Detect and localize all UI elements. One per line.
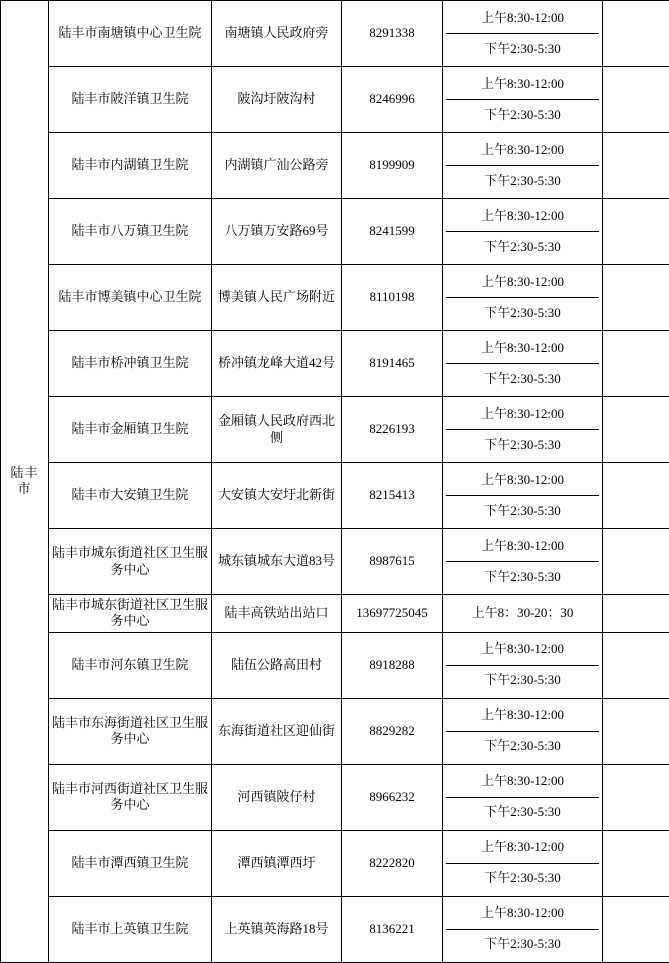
clinic-hours <box>443 1 603 67</box>
clinic-name: 陆丰市东海街道社区卫生服务中心 <box>49 698 212 764</box>
clinic-phone: 8136221 <box>342 896 443 962</box>
table-row <box>1 1 669 67</box>
hours-afternoon: 下午2:30-5:30 <box>446 863 599 894</box>
hours-afternoon: 下午2:30-5:30 <box>446 100 599 131</box>
table-row <box>1 331 669 397</box>
clinic-phone: 8829282 <box>342 698 443 764</box>
hours-morning: 上午8:30-12:00 <box>446 201 599 232</box>
clinic-phone: 8226193 <box>342 397 443 463</box>
table-row <box>1 67 669 133</box>
hours-afternoon: 下午2:30-5:30 <box>446 665 599 696</box>
clinic-phone: 8199909 <box>342 133 443 199</box>
hours-morning: 上午8:30-12:00 <box>446 399 599 430</box>
hours-morning: 上午8:30-12:00 <box>446 833 599 864</box>
table-row <box>1 632 669 698</box>
hours-morning: 上午8:30-12:00 <box>446 333 599 364</box>
clinic-address: 大安镇大安圩北新街 <box>212 463 342 529</box>
hours-afternoon: 下午2:30-5:30 <box>446 430 599 461</box>
notes-cell <box>603 764 669 830</box>
table-row <box>1 199 669 265</box>
notes-cell <box>603 331 669 397</box>
notes-cell <box>603 397 669 463</box>
clinic-address: 河西镇陂仔村 <box>212 764 342 830</box>
clinic-name: 陆丰市内湖镇卫生院 <box>49 133 212 199</box>
notes-cell <box>603 529 669 595</box>
clinic-address: 潭西镇潭西圩 <box>212 830 342 896</box>
clinic-hours <box>443 764 603 830</box>
table-row <box>1 698 669 764</box>
clinic-address: 金厢镇人民政府西北侧 <box>212 397 342 463</box>
region-cell: 陆丰市 <box>1 1 49 963</box>
table-row <box>1 830 669 896</box>
notes-cell <box>603 463 669 529</box>
clinic-address: 上英镇英海路18号 <box>212 896 342 962</box>
notes-cell <box>603 199 669 265</box>
clinic-name: 陆丰市城东街道社区卫生服务中心 <box>49 595 212 633</box>
notes-cell <box>603 1 669 67</box>
hours-morning: 上午8:30-12:00 <box>446 899 599 930</box>
clinic-address: 八万镇万安路69号 <box>212 199 342 265</box>
hours-morning: 上午8:30-12:00 <box>446 135 599 166</box>
clinic-address: 桥冲镇龙峰大道42号 <box>212 331 342 397</box>
notes-cell <box>603 595 669 633</box>
hours-afternoon: 下午2:30-5:30 <box>446 34 599 65</box>
hours-morning: 上午8:30-12:00 <box>446 531 599 562</box>
clinic-name: 陆丰市八万镇卫生院 <box>49 199 212 265</box>
notes-cell <box>603 265 669 331</box>
clinic-phone: 8215413 <box>342 463 443 529</box>
hours-morning: 上午8:30-12:00 <box>446 767 599 798</box>
clinic-phone: 8110198 <box>342 265 443 331</box>
hours-afternoon: 下午2:30-5:30 <box>446 232 599 263</box>
notes-cell <box>603 632 669 698</box>
hours-afternoon: 下午2:30-5:30 <box>446 364 599 395</box>
table-row <box>1 896 669 962</box>
table-row <box>1 397 669 463</box>
clinic-name: 陆丰市南塘镇中心卫生院 <box>49 1 212 67</box>
clinic-address: 陆伍公路高田村 <box>212 632 342 698</box>
clinic-phone: 8241599 <box>342 199 443 265</box>
hours-morning: 上午8:30-12:00 <box>446 701 599 732</box>
clinic-name: 陆丰市陂洋镇卫生院 <box>49 67 212 133</box>
notes-cell <box>603 830 669 896</box>
table-row <box>1 463 669 529</box>
clinic-address: 东海街道社区迎仙街 <box>212 698 342 764</box>
notes-cell <box>603 133 669 199</box>
clinic-name: 陆丰市大安镇卫生院 <box>49 463 212 529</box>
hours-morning: 上午8:30-12:00 <box>446 465 599 496</box>
hours-afternoon: 下午2:30-5:30 <box>446 298 599 329</box>
table-row <box>1 529 669 595</box>
clinic-name: 陆丰市河西街道社区卫生服务中心 <box>49 764 212 830</box>
table-body <box>1 1 669 963</box>
notes-cell <box>603 896 669 962</box>
clinic-hours <box>443 133 603 199</box>
clinic-hours <box>443 632 603 698</box>
hours-afternoon: 下午2:30-5:30 <box>446 166 599 197</box>
table-row <box>1 265 669 331</box>
clinic-phone: 13697725045 <box>342 595 443 633</box>
clinic-phone: 8291338 <box>342 1 443 67</box>
clinic-hours <box>443 265 603 331</box>
clinic-hours <box>443 463 603 529</box>
clinic-hours <box>443 67 603 133</box>
hours-morning: 上午8:30-12:00 <box>446 635 599 666</box>
clinic-name: 陆丰市桥冲镇卫生院 <box>49 331 212 397</box>
hours-afternoon: 下午2:30-5:30 <box>446 731 599 762</box>
hours-afternoon: 下午2:30-5:30 <box>446 929 599 960</box>
clinic-phone: 8222820 <box>342 830 443 896</box>
clinic-name: 陆丰市城东街道社区卫生服务中心 <box>49 529 212 595</box>
table-row <box>1 133 669 199</box>
clinic-hours <box>443 896 603 962</box>
clinic-name: 陆丰市博美镇中心卫生院 <box>49 265 212 331</box>
clinic-name: 陆丰市河东镇卫生院 <box>49 632 212 698</box>
notes-cell <box>603 698 669 764</box>
clinic-hours <box>443 698 603 764</box>
clinic-address: 陂沟圩陂沟村 <box>212 67 342 133</box>
clinic-phone: 8966232 <box>342 764 443 830</box>
notes-cell <box>603 67 669 133</box>
clinic-phone: 8987615 <box>342 529 443 595</box>
hours-morning: 上午8:30-12:00 <box>446 267 599 298</box>
clinic-hours <box>443 830 603 896</box>
hours-afternoon: 下午2:30-5:30 <box>446 797 599 828</box>
table-row <box>1 595 669 633</box>
clinic-address: 城东镇城东大道83号 <box>212 529 342 595</box>
clinic-name: 陆丰市潭西镇卫生院 <box>49 830 212 896</box>
clinic-phone: 8191465 <box>342 331 443 397</box>
clinic-name: 陆丰市金厢镇卫生院 <box>49 397 212 463</box>
clinic-phone: 8246996 <box>342 67 443 133</box>
clinic-hours: 上午8：30-20：30 <box>443 595 603 633</box>
clinic-address: 南塘镇人民政府旁 <box>212 1 342 67</box>
clinic-hours <box>443 199 603 265</box>
hours-afternoon: 下午2:30-5:30 <box>446 496 599 527</box>
clinic-hours <box>443 529 603 595</box>
hours-afternoon: 下午2:30-5:30 <box>446 562 599 593</box>
clinic-address: 陆丰高铁站出站口 <box>212 595 342 633</box>
hours-morning: 上午8:30-12:00 <box>446 3 599 34</box>
clinic-phone: 8918288 <box>342 632 443 698</box>
clinic-hours <box>443 397 603 463</box>
clinic-name: 陆丰市上英镇卫生院 <box>49 896 212 962</box>
clinic-hours <box>443 331 603 397</box>
hours-morning: 上午8:30-12:00 <box>446 69 599 100</box>
table-row <box>1 764 669 830</box>
clinic-address: 内湖镇广汕公路旁 <box>212 133 342 199</box>
clinic-address: 博美镇人民广场附近 <box>212 265 342 331</box>
